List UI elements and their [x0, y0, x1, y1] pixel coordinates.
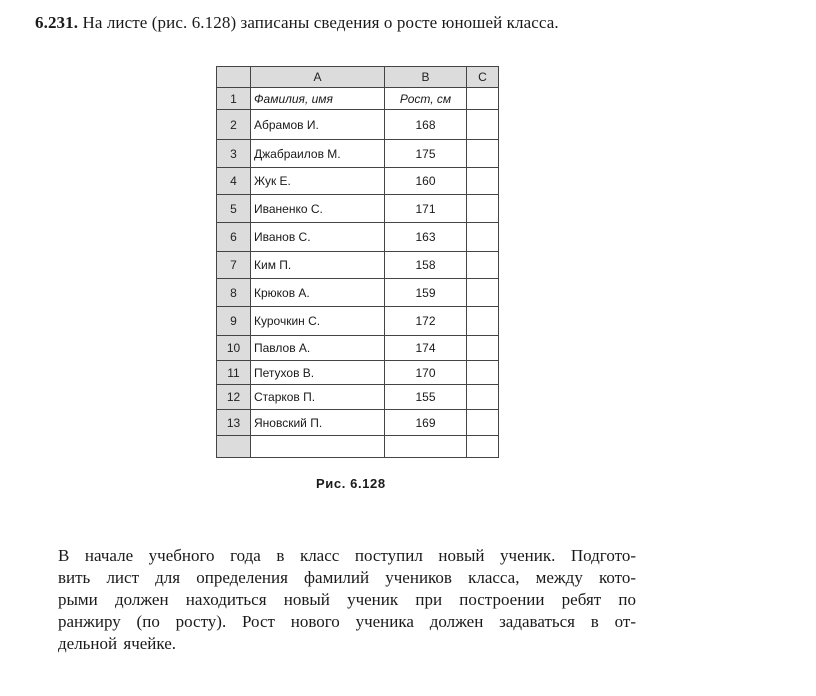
height-cell: 169	[385, 410, 467, 436]
height-cell: 159	[385, 279, 467, 307]
figure-caption: Рис. 6.128	[316, 476, 386, 491]
name-cell: Крюков А.	[251, 279, 385, 307]
column-c-cell	[467, 336, 499, 361]
column-c-cell	[467, 436, 499, 458]
height-cell: 170	[385, 361, 467, 385]
name-cell: Павлов А.	[251, 336, 385, 361]
height-cell: 175	[385, 140, 467, 168]
column-header-c: C	[467, 67, 499, 88]
body-text-line: вить лист для определения фамилий учеников класса, между кото-	[58, 568, 636, 587]
row-number-cell: 10	[217, 336, 251, 361]
column-header-b: B	[385, 67, 467, 88]
name-cell: Фамилия, имя	[251, 88, 385, 110]
name-cell: Жук Е.	[251, 168, 385, 195]
problem-heading	[35, 13, 559, 33]
body-text-line: рыми должен находиться новый ученик при построении ребят по	[58, 590, 636, 609]
header-row	[217, 88, 499, 110]
name-cell	[251, 436, 385, 458]
name-cell: Абрамов И.	[251, 110, 385, 140]
column-c-cell	[467, 88, 499, 110]
row-number-cell: 13	[217, 410, 251, 436]
table-row	[217, 168, 499, 195]
body-text-line: В начале учебного года в класс поступил новый ученик. Подгото-	[58, 546, 636, 565]
row-number-cell: 5	[217, 195, 251, 223]
row-number-cell: 9	[217, 307, 251, 336]
table-row	[217, 195, 499, 223]
column-c-cell	[467, 307, 499, 336]
row-number-cell: 2	[217, 110, 251, 140]
column-c-cell	[467, 252, 499, 279]
table-row	[217, 140, 499, 168]
name-cell: Иваненко С.	[251, 195, 385, 223]
column-c-cell	[467, 110, 499, 140]
name-cell: Яновский П.	[251, 410, 385, 436]
table-row	[217, 223, 499, 252]
row-number-cell: 3	[217, 140, 251, 168]
row-number-cell: 11	[217, 361, 251, 385]
table-row	[217, 410, 499, 436]
name-cell: Петухов В.	[251, 361, 385, 385]
height-cell: 171	[385, 195, 467, 223]
column-c-cell	[467, 223, 499, 252]
row-number-cell: 7	[217, 252, 251, 279]
row-number-cell: 6	[217, 223, 251, 252]
table-row	[217, 361, 499, 385]
name-cell: Ким П.	[251, 252, 385, 279]
name-cell: Курочкин С.	[251, 307, 385, 336]
height-cell: 163	[385, 223, 467, 252]
column-c-cell	[467, 410, 499, 436]
row-number-cell	[217, 436, 251, 458]
column-c-cell	[467, 385, 499, 410]
height-cell: 172	[385, 307, 467, 336]
body-text-line: дельной ячейке.	[58, 634, 177, 653]
column-c-cell	[467, 279, 499, 307]
column-c-cell	[467, 140, 499, 168]
row-number-cell: 4	[217, 168, 251, 195]
name-cell: Иванов С.	[251, 223, 385, 252]
row-number-cell: 1	[217, 88, 251, 110]
name-cell: Джабраилов М.	[251, 140, 385, 168]
table-row	[217, 279, 499, 307]
height-cell: 160	[385, 168, 467, 195]
empty-row	[217, 436, 499, 458]
name-cell: Старков П.	[251, 385, 385, 410]
row-number-cell: 8	[217, 279, 251, 307]
height-cell: 158	[385, 252, 467, 279]
row-number-cell: 12	[217, 385, 251, 410]
height-cell: 174	[385, 336, 467, 361]
height-cell: 168	[385, 110, 467, 140]
sheet-body	[217, 88, 499, 458]
table-row	[217, 307, 499, 336]
height-cell	[385, 436, 467, 458]
problem-body-text	[58, 545, 636, 655]
height-cell: 155	[385, 385, 467, 410]
body-text-line: ранжиру (по росту). Рост нового ученика должен задаваться в от-	[58, 612, 636, 631]
spreadsheet-figure	[216, 66, 499, 458]
table-row	[217, 336, 499, 361]
column-c-cell	[467, 168, 499, 195]
table-row	[217, 252, 499, 279]
height-cell: Рост, см	[385, 88, 467, 110]
column-header-row	[217, 67, 499, 88]
table-row	[217, 385, 499, 410]
column-c-cell	[467, 195, 499, 223]
column-header-a: A	[251, 67, 385, 88]
column-c-cell	[467, 361, 499, 385]
table-row	[217, 110, 499, 140]
problem-number: 6.231.	[35, 13, 79, 32]
corner-cell	[217, 67, 251, 88]
problem-text: На листе (рис. 6.128) записаны сведения о росте юношей класса.	[82, 13, 559, 32]
